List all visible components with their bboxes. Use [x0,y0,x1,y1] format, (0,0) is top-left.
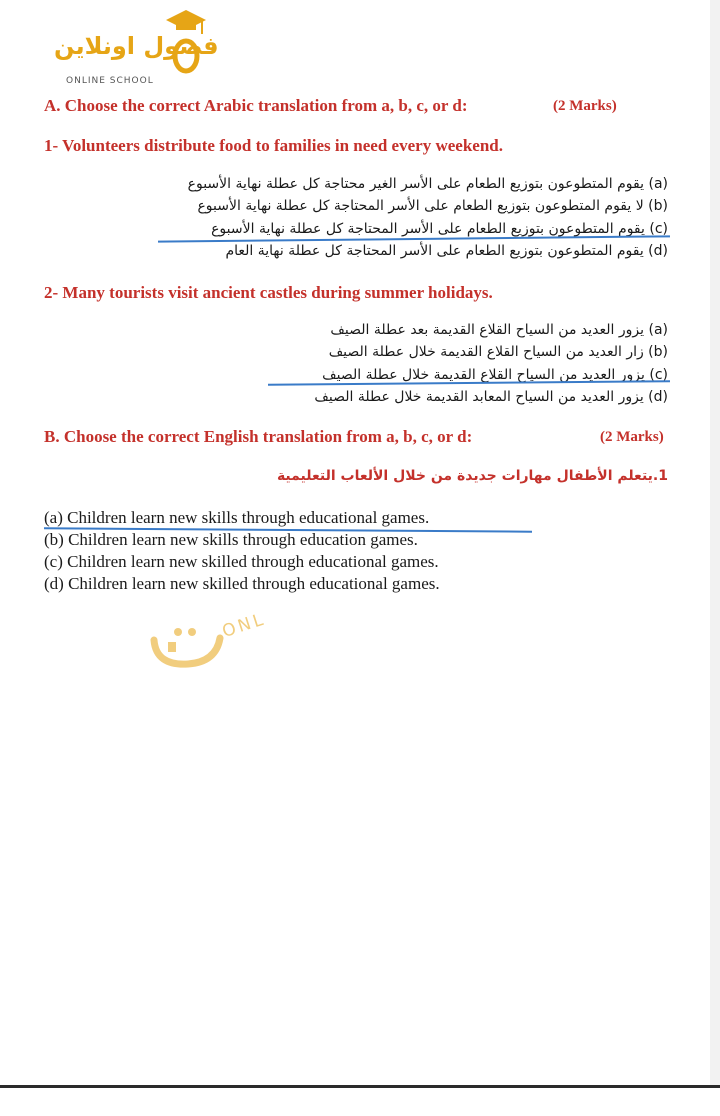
option-b1-c: (c) Children learn new skilled through educational games. [44,552,439,571]
watermark [148,609,288,672]
watermark-text: ONL [219,609,269,642]
school-logo [52,8,219,98]
section-b-heading: B. Choose the correct English translation from a, b, c, or d: [44,427,473,446]
section-b-marks: (2 Marks) [600,429,664,445]
option-a2-b: (b) زار العديد من السياح القلاع القديمة خلال عطلة الصيف [328,344,668,360]
option-a2-d: (d) يزور العديد من السياح المعابد القديمة خلال عطلة الصيف [314,389,668,405]
option-a1-a: (a) يقوم المتطوعون بتوزيع الطعام على الأسر الغير محتاجة كل عطلة نهاية الأسبوع [187,176,668,192]
option-b1-b: (b) Children learn new skills through education games. [44,530,418,549]
watermark-logo-icon [148,626,228,670]
option-a2-a: (a) يزور العديد من السياح القلاع القديمة بعد عطلة الصيف [330,322,668,338]
option-b1-a: (a) Children learn new skills through educational games. [44,508,430,527]
logo-arabic-name: فصول اونلاين [54,32,219,60]
section-a-heading: A. Choose the correct Arabic translation from a, b, c, or d: [44,96,468,115]
option-a2-c: (c) يزور العديد من السياح القلاع القديمة خلال عطلة الصيف [322,367,668,383]
question-a2: 2- Many tourists visit ancient castles during summer holidays. [44,283,493,302]
option-a1-d: (d) يقوم المتطوعون بتوزيع الطعام على الأسر المحتاجة كل عطلة نهاية العام [225,243,668,259]
option-a1-c: (c) يقوم المتطوعون بتوزيع الطعام على الأسر المحتاجة كل عطلة نهاية الأسبوع [211,221,668,237]
question-b1: 1.يتعلم الأطفال مهارات جديدة من خلال الألعاب التعليمية [276,468,668,484]
option-b1-d: (d) Children learn new skilled through educational games. [44,574,440,593]
logo-subtitle: ONLINE SCHOOL [66,76,154,86]
option-a1-b: (b) لا يقوم المتطوعون بتوزيع الطعام على الأسر المحتاجة كل عطلة نهاية الأسبوع [197,198,668,214]
bottom-divider [0,1085,720,1116]
page-edge [710,0,720,1116]
question-a1: 1- Volunteers distribute food to families in need every weekend. [44,136,503,155]
section-a-marks: (2 Marks) [553,98,617,114]
